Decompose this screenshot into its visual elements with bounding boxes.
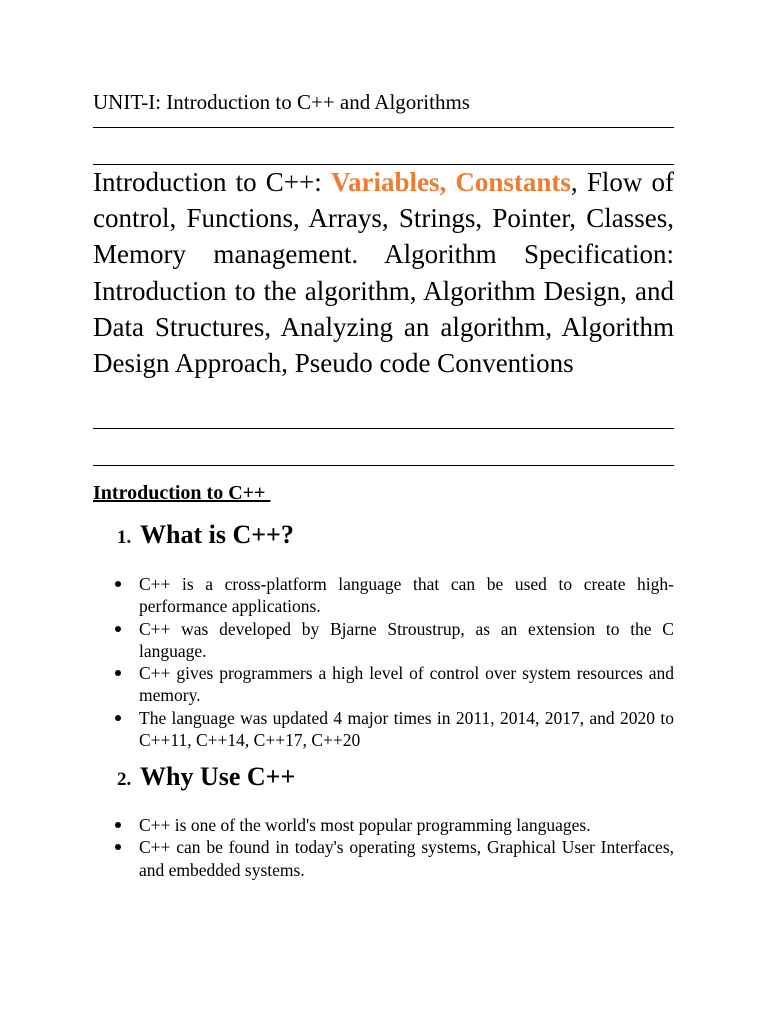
bullet-icon — [115, 715, 121, 721]
list-item — [93, 618, 674, 663]
question-heading — [117, 762, 295, 792]
question-title: What is C++? — [140, 520, 294, 549]
list-item — [93, 573, 674, 618]
list-item-text: C++ is a cross-platform language that can be used to create high-performance applications. — [139, 574, 674, 617]
list-item — [93, 836, 674, 881]
bullet-icon — [115, 670, 121, 676]
list-item — [93, 814, 674, 836]
question-heading — [117, 520, 294, 550]
question-number: 1. — [117, 527, 132, 548]
bullet-icon — [115, 844, 121, 850]
list-item — [93, 662, 674, 707]
list-item — [93, 707, 674, 752]
syllabus-paragraph — [93, 164, 674, 381]
question-title: Why Use C++ — [140, 762, 296, 791]
question-number: 2. — [117, 769, 132, 790]
list-item-text: C++ gives programmers a high level of control over system resources and memory. — [139, 663, 674, 706]
syllabus-rest: , Flow of control, Functions, Arrays, Strings, Pointer, Classes, Memory management. Algorithm Specification: Introduction to the algorithm, Algorithm Design, and Data Structures, Analyzing an algorithm, Algorithm Design Approach, Pseudo code Conventions — [93, 167, 674, 379]
list-item-text: C++ can be found in today's operating systems, Graphical User Interfaces, and embedded systems. — [139, 837, 674, 880]
list-item-text: C++ was developed by Bjarne Stroustrup, as an extension to the C language. — [139, 618, 674, 661]
list-item-text: C++ is one of the world's most popular programming languages. — [139, 815, 591, 835]
divider-line — [93, 465, 674, 466]
bullet-icon — [115, 626, 121, 632]
bullet-list — [93, 814, 674, 881]
bullet-list — [93, 573, 674, 751]
section-heading: Introduction to C++ — [93, 482, 271, 504]
syllabus-highlight: Variables, Constants — [330, 167, 571, 197]
divider-line — [93, 127, 674, 128]
list-item-text: The language was updated 4 major times in 2011, 2014, 2017, and 2020 to C++11, C++14, C++17, C++20 — [139, 707, 674, 751]
bullet-icon — [115, 822, 121, 828]
unit-title: UNIT-I: Introduction to C++ and Algorithms — [93, 90, 470, 114]
syllabus-prefix: Introduction to C++: — [93, 167, 331, 197]
divider-line — [93, 428, 674, 429]
bullet-icon — [115, 581, 121, 587]
